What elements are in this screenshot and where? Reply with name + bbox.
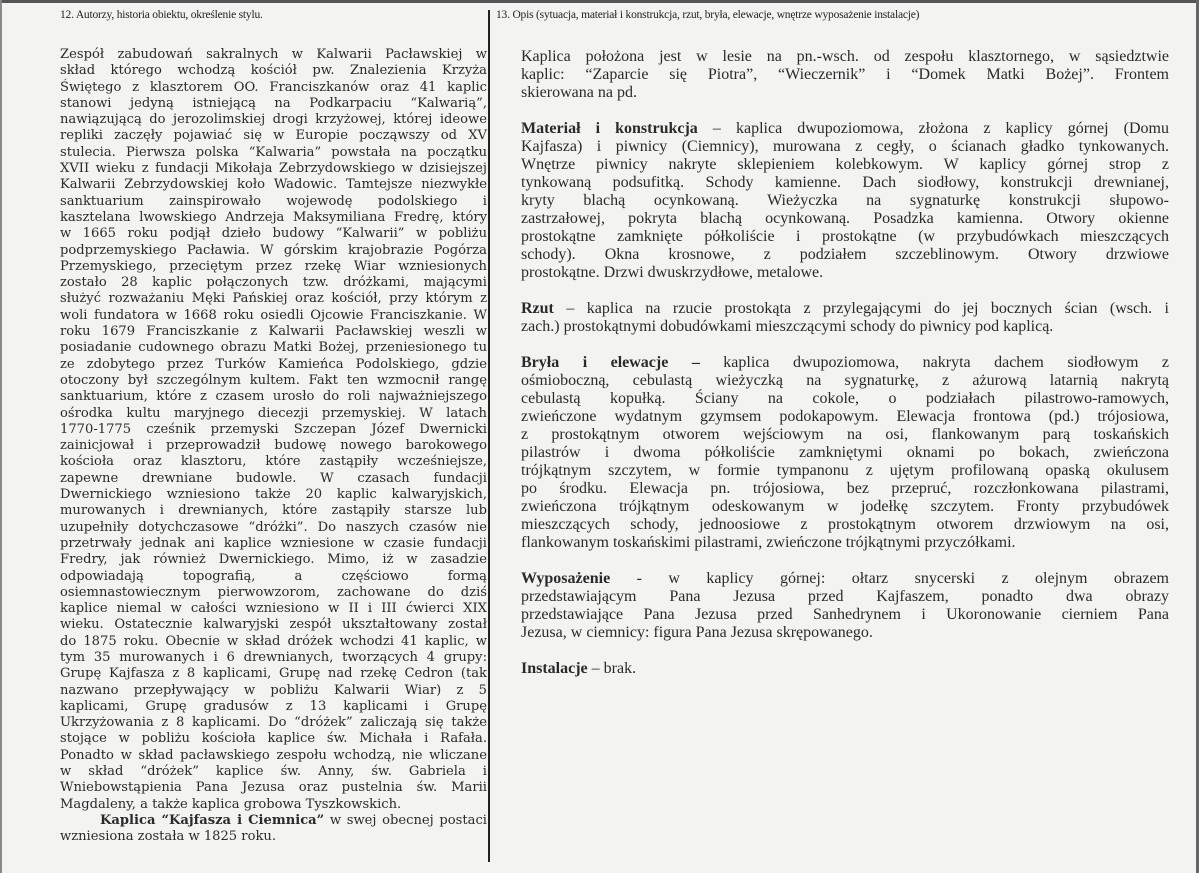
text-line: ośrodka kultu maryjnego diecezji przemyskiej. W latach <box>60 405 487 421</box>
text-line: tynkowaną podsufitką. Schody kamienne. Dach siodłowy, konstrukcji drewnianej, <box>521 174 1169 191</box>
column-divider <box>488 10 490 862</box>
text-line: Magdaleny, a także kaplica grobowa Tyszkowskich. <box>60 796 402 812</box>
text-line: Jezusa, w ciemnicy: figura Pana Jezusa skrępowanego. <box>521 624 873 641</box>
text-line: po środku. Elewacja pn. trójosiowa, bez przepruć, rozczłonkowana pilastrami, <box>521 480 1169 497</box>
text-line: uzupełniły dotychczasowe “dróżki”. Do naszych czasów nie <box>60 519 487 535</box>
text-line: zapewne drewniane budowle. W czasach fundacji <box>60 470 487 486</box>
text-line: XVII wieku z fundacji Mikołaja Zebrzydowskiego w dzisiejszej <box>60 161 487 177</box>
paragraph-spacer <box>521 282 1169 300</box>
text-line: zostało 28 kaplic połączonych tzw. dróżkami, mającymi <box>60 275 487 291</box>
text-line: przedstawiającym Pana Jezusa przed Kajfaszem, ponadto dwa obrazy <box>521 588 1169 605</box>
text-line: kościoła oraz klasztoru, które zastąpiły wcześniejsze, <box>60 454 487 470</box>
text-line: Wyposażenie - w kaplicy górnej: ołtarz snycerski z olejnym obrazem <box>521 570 1169 587</box>
text-line: repliki zaczęły pojawiać się w Europie począwszy od XV <box>60 128 487 144</box>
paragraph-spacer <box>521 102 1169 120</box>
text-line: murowanych i drewnianych, które zastąpiły starsze lub <box>60 503 487 519</box>
bold-label: Wyposażenie <box>521 570 611 587</box>
history-paragraph <box>60 47 487 813</box>
text-line: 1770-1775 cześnik przemyski Szczepan Józef Dwernicki <box>60 421 487 437</box>
text-line: nawiązującą do jerozolimskiej drogi krzyżowej, której ideowe <box>60 112 487 128</box>
text-line: ośmioboczną, cebulastą wieżyczką na sygnaturkę, z ażurową latarnią nakrytą <box>521 372 1169 389</box>
text-line: mieszczących schody, jednoosiowe z prostokątnym otworem drzwiowym na osi, <box>521 516 1169 533</box>
text-line: woli fundatora w 1668 roku osiedli Ojcowie Franciszkanie. W <box>60 307 487 323</box>
text-line: stanowi jedyną istniejącą na Podkarpaciu “Kalwarią”, <box>60 95 487 111</box>
history-paragraph <box>60 813 487 846</box>
text-line: Ponadto w skład pacławskiego zespołu wchodzą, nie wliczane <box>60 747 487 763</box>
bold-label: Kaplica “Kajfasza i Ciemnica” <box>100 812 325 828</box>
text-line: zainicjował i przeprowadził budowę nowego barokowego <box>60 438 487 454</box>
text-line: Kajfasza) i piwnicy (Ciemnicy), murowana z cegły, o ścianach gładko tynkowanych. <box>521 138 1169 155</box>
text-line: Wniebowstąpienia Pana Jezusa oraz pustelnia św. Marii <box>60 780 487 796</box>
description-plan <box>521 300 1169 336</box>
text-line: pilastrów i dwoma półkoliście zamkniętymi oknami po bokach, zwieńczona <box>521 444 1169 461</box>
text-line: służyć rozważaniu Męki Pańskiej oraz kościół, przy którym z <box>60 291 487 307</box>
text-line: Rzut – kaplica na rzucie prostokąta z przylegającymi do jej bocznych ścian (wsch. i <box>521 300 1169 317</box>
text-line: cebulastą kopułką. Ściany na cokole, o podziałach pilastrowo-ramowych, <box>521 390 1169 407</box>
text-line: nazwano przepływający w pobliżu Kalwarii Wiar) z 5 <box>60 682 487 698</box>
text-line: kasztelana lwowskiego Andrzeja Maksymiliana Fredrę, który <box>60 209 487 225</box>
scan-edge-top <box>0 0 1199 3</box>
text-line: Kaplica “Kajfasza i Ciemnica” w swej obecnej postaci <box>100 812 487 828</box>
section-13-header: 13. Opis (sytuacja, materiał i konstrukcja, rzut, bryła, elewacje, wnętrze wyposażenie instalacje) <box>496 9 920 21</box>
text-line: wieku. Ostatecznie kalwaryjski zespół ukształtowany został <box>60 617 487 633</box>
text-line: ze zdobytego przez Turków Kamieńca Podolskiego, gdzie <box>60 356 487 372</box>
text-line: przedstawiające Pana Jezusa przed Sanhedrynem i Ukoronowanie cierniem Pana <box>521 606 1169 623</box>
history-column <box>60 47 487 846</box>
text-line: osiemnastowiecznym pierwowzorom, zachowane do dziś <box>60 584 487 600</box>
text-line: Materiał i konstrukcja – kaplica dwupoziomowa, złożona z kaplicy górnej (Domu <box>521 120 1169 137</box>
text-line: wzniesiona została w 1825 roku. <box>60 829 276 845</box>
text-line: skierowana na pd. <box>521 84 637 101</box>
text-line: flankowanym toskańskimi pilastrami, zwieńczone trójkątnymi przyczółkami. <box>521 534 1016 551</box>
text-line: kaplicami, Grupę gradusów z 13 kaplicami i Grupę <box>60 698 487 714</box>
text-line: skład którego wchodzą kościół pw. Znalezienia Krzyża <box>60 63 487 79</box>
description-column <box>521 48 1169 678</box>
text-line: w skład “dróżek” kaplice św. Anny, św. Gabriela i <box>60 764 487 780</box>
text-line: trójkątnym szczytem, w formie tympanonu z ujętym profilowaną opaską okulusem <box>521 462 1169 479</box>
text-line: Kaplica położona jest w lesie na pn.-wsch. od zespołu klasztornego, w sąsiedztwie <box>521 48 1169 65</box>
text-line: Zespół zabudowań sakralnych w Kalwarii Pacławskiej w <box>60 47 487 62</box>
description-material <box>521 120 1169 282</box>
text-line: schody). Okna krosnowe, z podziałem szczeblinowym. Otwory drzwiowe <box>521 246 1169 263</box>
text-line: Fredry, jak również Dwernickiego. Mimo, iż w zasadzie <box>60 552 487 568</box>
text-line: roku 1679 Franciszkanie z Kalwarii Pacławskiej weszli w <box>60 324 487 340</box>
text-line: odpowiadają topografią, a częściowo formą <box>60 568 487 584</box>
text-line: Ukrzyżowania z 8 kaplicami. Do “dróżek” zaliczają się także <box>60 715 487 731</box>
text-line: w 1665 roku podjął dzieło budowy “Kalwarii” w pobliżu <box>60 226 487 242</box>
text-line: Kalwarii Zebrzydowskiej koło Wadowic. Tamtejsze niezwykłe <box>60 177 487 193</box>
text-line: sanktuarium, które z czasem urosło do roli najważniejszego <box>60 389 487 405</box>
description-furnishings <box>521 570 1169 642</box>
paragraph-spacer <box>521 552 1169 570</box>
text-line: otoczony był szczególnym kultem. Fakt ten wzmocnił rangę <box>60 372 487 388</box>
text-line: do 1875 roku. Obecnie w skład dróżek wchodzi 41 kaplic, w <box>60 633 487 649</box>
text-line: podprzemyskiego Pacławia. W górskim krajobrazie Pogórza <box>60 242 487 258</box>
text-line: zwieńczona trójkątnym odeskowanym w jodełkę szczytem. Fronty przybudówek <box>521 498 1169 515</box>
text-line: prostokątne zamknięte półkoliście i prostokątne (w przybudówkach mieszczących <box>521 228 1169 245</box>
text-line: kryty blachą ocynkowaną. Wieżyczka na sygnaturkę konstrukcji słupowo- <box>521 192 1169 209</box>
text-line: tym 35 murowanych i 6 drewnianych, tworzących 4 grupy: <box>60 649 487 665</box>
bold-label: Rzut <box>521 300 554 317</box>
text-line: prostokątne. Drzwi dwuskrzydłowe, metalowe. <box>521 264 824 281</box>
description-installations <box>521 660 1169 678</box>
bold-label: Materiał i konstrukcja <box>521 120 698 137</box>
text-line: sanktuarium zainspirowało wojewodę podolskiego i <box>60 193 487 209</box>
text-line: z prostokątnym otworem wejściowym na osi, flankowanym parą toskańskich <box>521 426 1169 443</box>
text-line: zwieńczone wydatnym gzymsem podokapowym. Elewacja frontowa (pd.) trójosiowa, <box>521 408 1169 425</box>
text-line: Grupę Kajfasza z 8 kaplicami, Grupę nad rzekę Cedron (tak <box>60 666 487 682</box>
text-line: posiadanie cudownego obrazu Matki Bożej, przeniesionego tu <box>60 340 487 356</box>
text-line: Świętego z klasztorem OO. Franciszkanów oraz 41 kaplic <box>60 79 487 95</box>
text-line: kaplice niemal w całości wzniesiono w II i III ćwierci XIX <box>60 601 487 617</box>
paragraph-spacer <box>521 642 1169 660</box>
description-situation <box>521 48 1169 102</box>
text-line: Przemyskiego, przeciętym przez rzekę Wiar wzniesionych <box>60 258 487 274</box>
section-12-header: 12. Autorzy, historia obiektu, określenie stylu. <box>60 9 263 21</box>
bold-label: Bryła i elewacje – <box>521 354 700 371</box>
text-line: Instalacje – brak. <box>521 660 637 677</box>
paragraph-spacer <box>521 336 1169 354</box>
text-line: zach.) prostokątnymi dobudówkami mieszczącymi schody do piwnicy pod kaplicą. <box>521 318 1054 335</box>
text-line: Bryła i elewacje – kaplica dwupoziomowa, nakryta dachem siodłowym z <box>521 354 1170 371</box>
text-line: kaplic: “Zaparcie się Piotra”, “Wieczernik” i “Domek Matki Bożej”. Frontem <box>521 66 1169 83</box>
bold-label: Instalacje <box>521 660 588 677</box>
text-line: stojące w pobliżu kościoła kaplice św. Michała i Rafała. <box>60 731 487 747</box>
text-line: Wnętrze piwnicy nakryte sklepieniem kolebkowym. W kaplicy górnej strop z <box>521 156 1169 173</box>
text-line: przetrwały jednak ani kaplice wzniesione w czasie fundacji <box>60 535 487 551</box>
text-line: stulecia. Pierwsza polska “Kalwaria” powstała na początku <box>60 144 487 160</box>
text-line: zastrzałowej, pokryta blachą ocynkowaną. Posadzka kamienna. Otwory okienne <box>521 210 1169 227</box>
scan-edge-left <box>0 0 2 873</box>
description-massing <box>521 354 1169 552</box>
text-line: Dwernickiego wzniesiono także 20 kaplic kalwaryjskich, <box>60 487 487 503</box>
